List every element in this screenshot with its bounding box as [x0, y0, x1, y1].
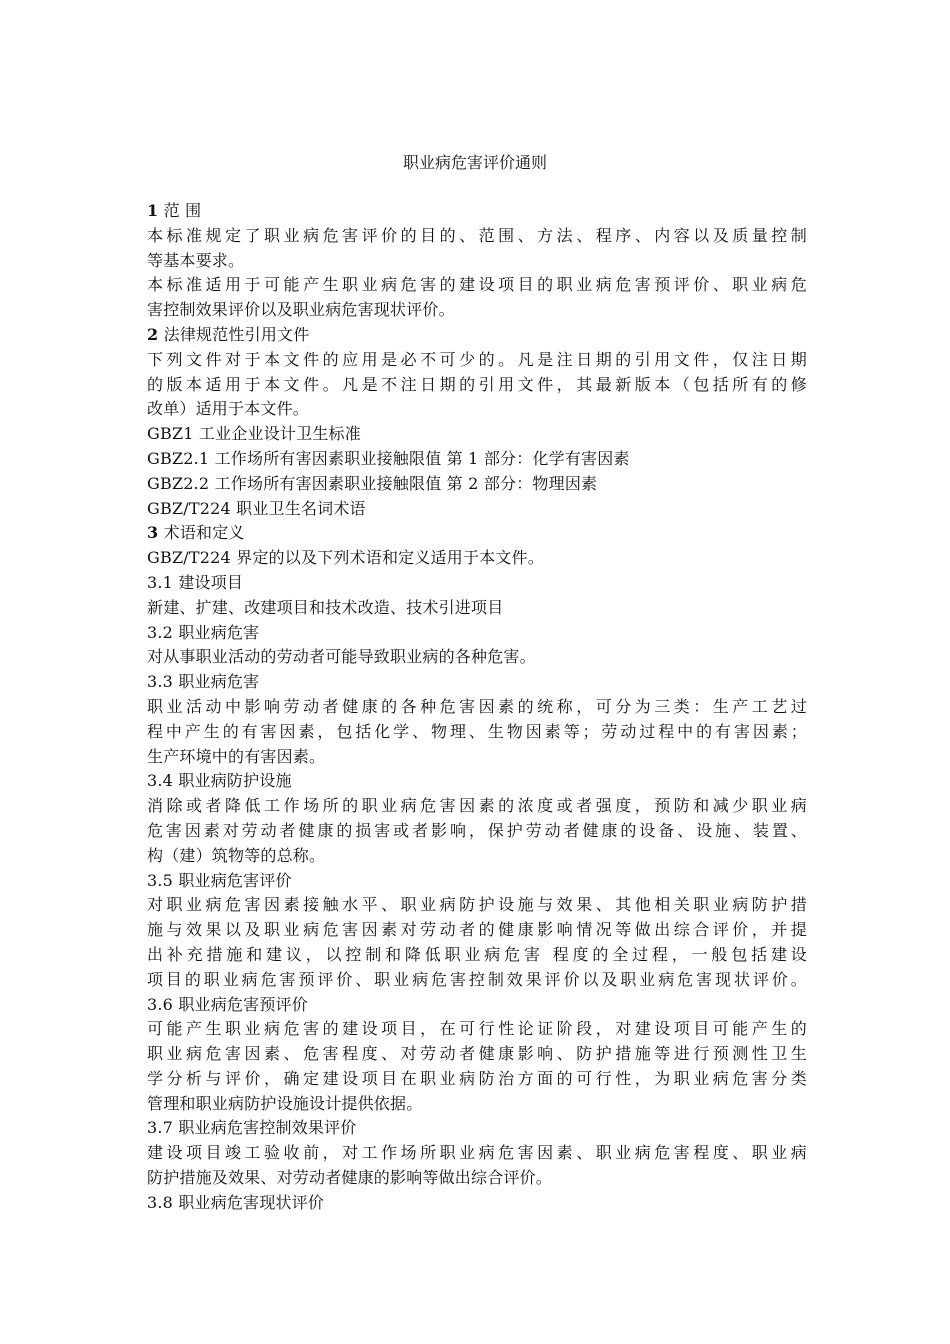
section-heading: [147, 521, 807, 546]
text-line: 3.4 职业病防护设施: [147, 771, 292, 791]
text-line: 新建、扩建、改建项目和技术改造、技术引进项目: [147, 597, 504, 617]
text-line: GBZ2.2 工作场所有害因素职业接触限值 第 2 部分：物理因素: [147, 473, 598, 493]
text-line: 消除或者降低工作场所的职业病危害因素的浓度或者强度，预防和减少职业病: [147, 796, 807, 816]
document-body: [147, 199, 807, 1216]
text-line: 下列文件对于本文件的应用是必不可少的。凡是注日期的引用文件，仅注日期: [147, 349, 807, 369]
text-line: 项目的职业病危害预评价、职业病危害控制效果评价以及职业病危害现状评价。: [147, 969, 807, 989]
text-line: 对从事职业活动的劳动者可能导致职业病的各种危害。: [147, 647, 536, 667]
text-line: 3.6 职业病危害预评价: [147, 994, 308, 1014]
text-line: 的版本适用于本文件。凡是不注日期的引用文件，其最新版本（包括所有的修: [147, 374, 807, 394]
text-line: 防护措施及效果、对劳动者健康的影响等做出综合评价。: [147, 1168, 553, 1188]
text-line: 3.1 建设项目: [147, 572, 244, 592]
text-line: 职业活动中影响劳动者健康的各种危害因素的统称，可分为三类：生产工艺过: [147, 696, 807, 716]
text-line: 改单）适用于本文件。: [147, 399, 310, 419]
text-line: GBZ/T224 界定的以及下列术语和定义适用于本文件。: [147, 548, 544, 568]
text-line: 职业病危害因素、危害程度、对劳动者健康影响、防护措施等进行预测性卫生: [147, 1044, 807, 1064]
text-line: 3.3 职业病危害: [147, 672, 260, 692]
text-line: 本标准适用于可能产生职业病危害的建设项目的职业病危害预评价、职业病危: [147, 275, 807, 295]
text-line: 生产环境中的有害因素。: [147, 746, 326, 766]
text-line: GBZ/T224 职业卫生名词术语: [147, 498, 366, 518]
section-heading: [147, 199, 807, 224]
text-line: 建设项目竣工验收前，对工作场所职业病危害因素、职业病危害程度、职业病: [147, 1143, 807, 1163]
text-line: 等基本要求。: [147, 250, 245, 270]
section-title: 范 围: [158, 201, 202, 220]
text-line: 可能产生职业病危害的建设项目，在可行性论证阶段，对建设项目可能产生的: [147, 1019, 807, 1039]
section-number: 3: [147, 523, 159, 543]
text-line: 3.8 职业病危害现状评价: [147, 1192, 325, 1212]
text-line: 害控制效果评价以及职业病危害现状评价。: [147, 300, 455, 320]
document-title: 职业病危害评价通则: [402, 153, 547, 172]
text-line: 3.5 职业病危害评价: [147, 870, 292, 890]
text-line: 3.2 职业病危害: [147, 622, 260, 642]
section-title: 法律规范性引用文件: [158, 324, 310, 344]
text-line: 危害因素对劳动者健康的损害或者影响，保护劳动者健康的设备、设施、装置、: [147, 820, 807, 840]
text-line: GBZ1 工业企业设计卫生标准: [147, 424, 361, 444]
text-line: 管理和职业病防护设施设计提供依据。: [147, 1093, 423, 1113]
section-title: 术语和定义: [158, 523, 245, 543]
text-line: GBZ2.1 工作场所有害因素职业接触限值 第 1 部分：化学有害因素: [147, 448, 630, 468]
text-line: 程中产生的有害因素，包括化学、物理、生物因素等；劳动过程中的有害因素；: [147, 721, 807, 741]
text-line: 学分析与评价，确定建设项目在职业病防治方面的可行性，为职业病危害分类: [147, 1068, 807, 1088]
section-number: 2: [147, 324, 159, 344]
section-number: 1: [147, 201, 159, 220]
section-heading: [147, 323, 807, 348]
text-line: 出补充措施和建议，以控制和降低职业病危害 程度的全过程，一般包括建设: [147, 944, 807, 964]
text-line: 对职业病危害因素接触水平、职业病防护设施与效果、其他相关职业病防护措: [147, 895, 807, 915]
text-line: 3.7 职业病危害控制效果评价: [147, 1118, 357, 1138]
text-line: 施与效果以及职业病危害因素对劳动者的健康影响情况等做出综合评价，并提: [147, 920, 807, 940]
text-line: 构（建）筑物等的总称。: [147, 845, 326, 865]
text-line: 本标准规定了职业病危害评价的目的、范围、方法、程序、内容以及质量控制: [147, 225, 807, 245]
